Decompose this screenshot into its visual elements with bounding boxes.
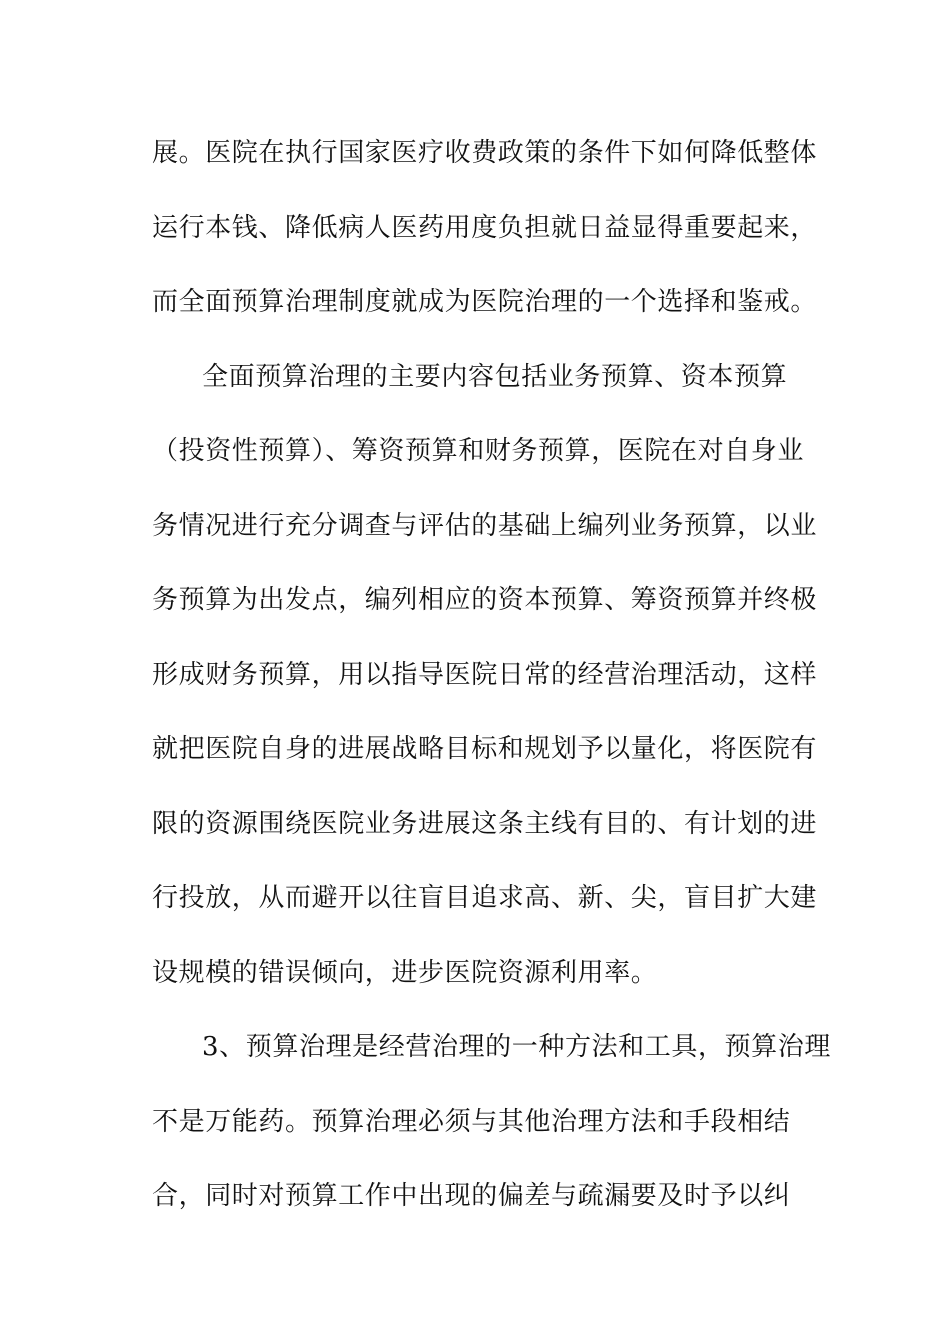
text-line: 展。医院在执行国家医疗收费政策的条件下如何降低整体 [152,138,818,168]
text-line: 设规模的错误倾向，进步医院资源利用率。 [152,957,658,988]
text-line: 限的资源围绕医院业务进展这条主线有目的、有计划的进 [152,808,818,839]
paragraph-first-line: 3、预算治理是经营治理的一种方法和工具，预算治理 [202,1032,831,1062]
paragraph-first-line: 全面预算治理的主要内容包括业务预算、资本预算 [202,361,788,392]
text-line: 就把医院自身的进展战略目标和规划予以量化，将医院有 [152,734,818,764]
text-line: 运行本钱、降低病人医药用度负担就日益显得重要起来， [152,212,818,243]
text-line: 务情况进行充分调查与评估的基础上编列业务预算，以业 [152,510,818,541]
text-line: 形成财务预算，用以指导医院日常的经营治理活动，这样 [152,659,818,690]
text-line: 合，同时对预算工作中出现的偏差与疏漏要及时予以纠 [152,1181,791,1211]
body-text [152,128,831,1246]
text-line: （投资性预算）、筹资预算和财务预算，医院在对自身业 [152,436,805,466]
text-line: 不是万能药。预算治理必须与其他治理方法和手段相结 [152,1106,791,1137]
text-line: 行投放，从而避开以往盲目追求高、新、尖，盲目扩大建 [152,883,818,913]
text-line: 而全面预算治理制度就成为医院治理的一个选择和鉴戒。 [152,287,818,317]
text-line: 务预算为出发点，编列相应的资本预算、筹资预算并终极 [152,585,818,615]
